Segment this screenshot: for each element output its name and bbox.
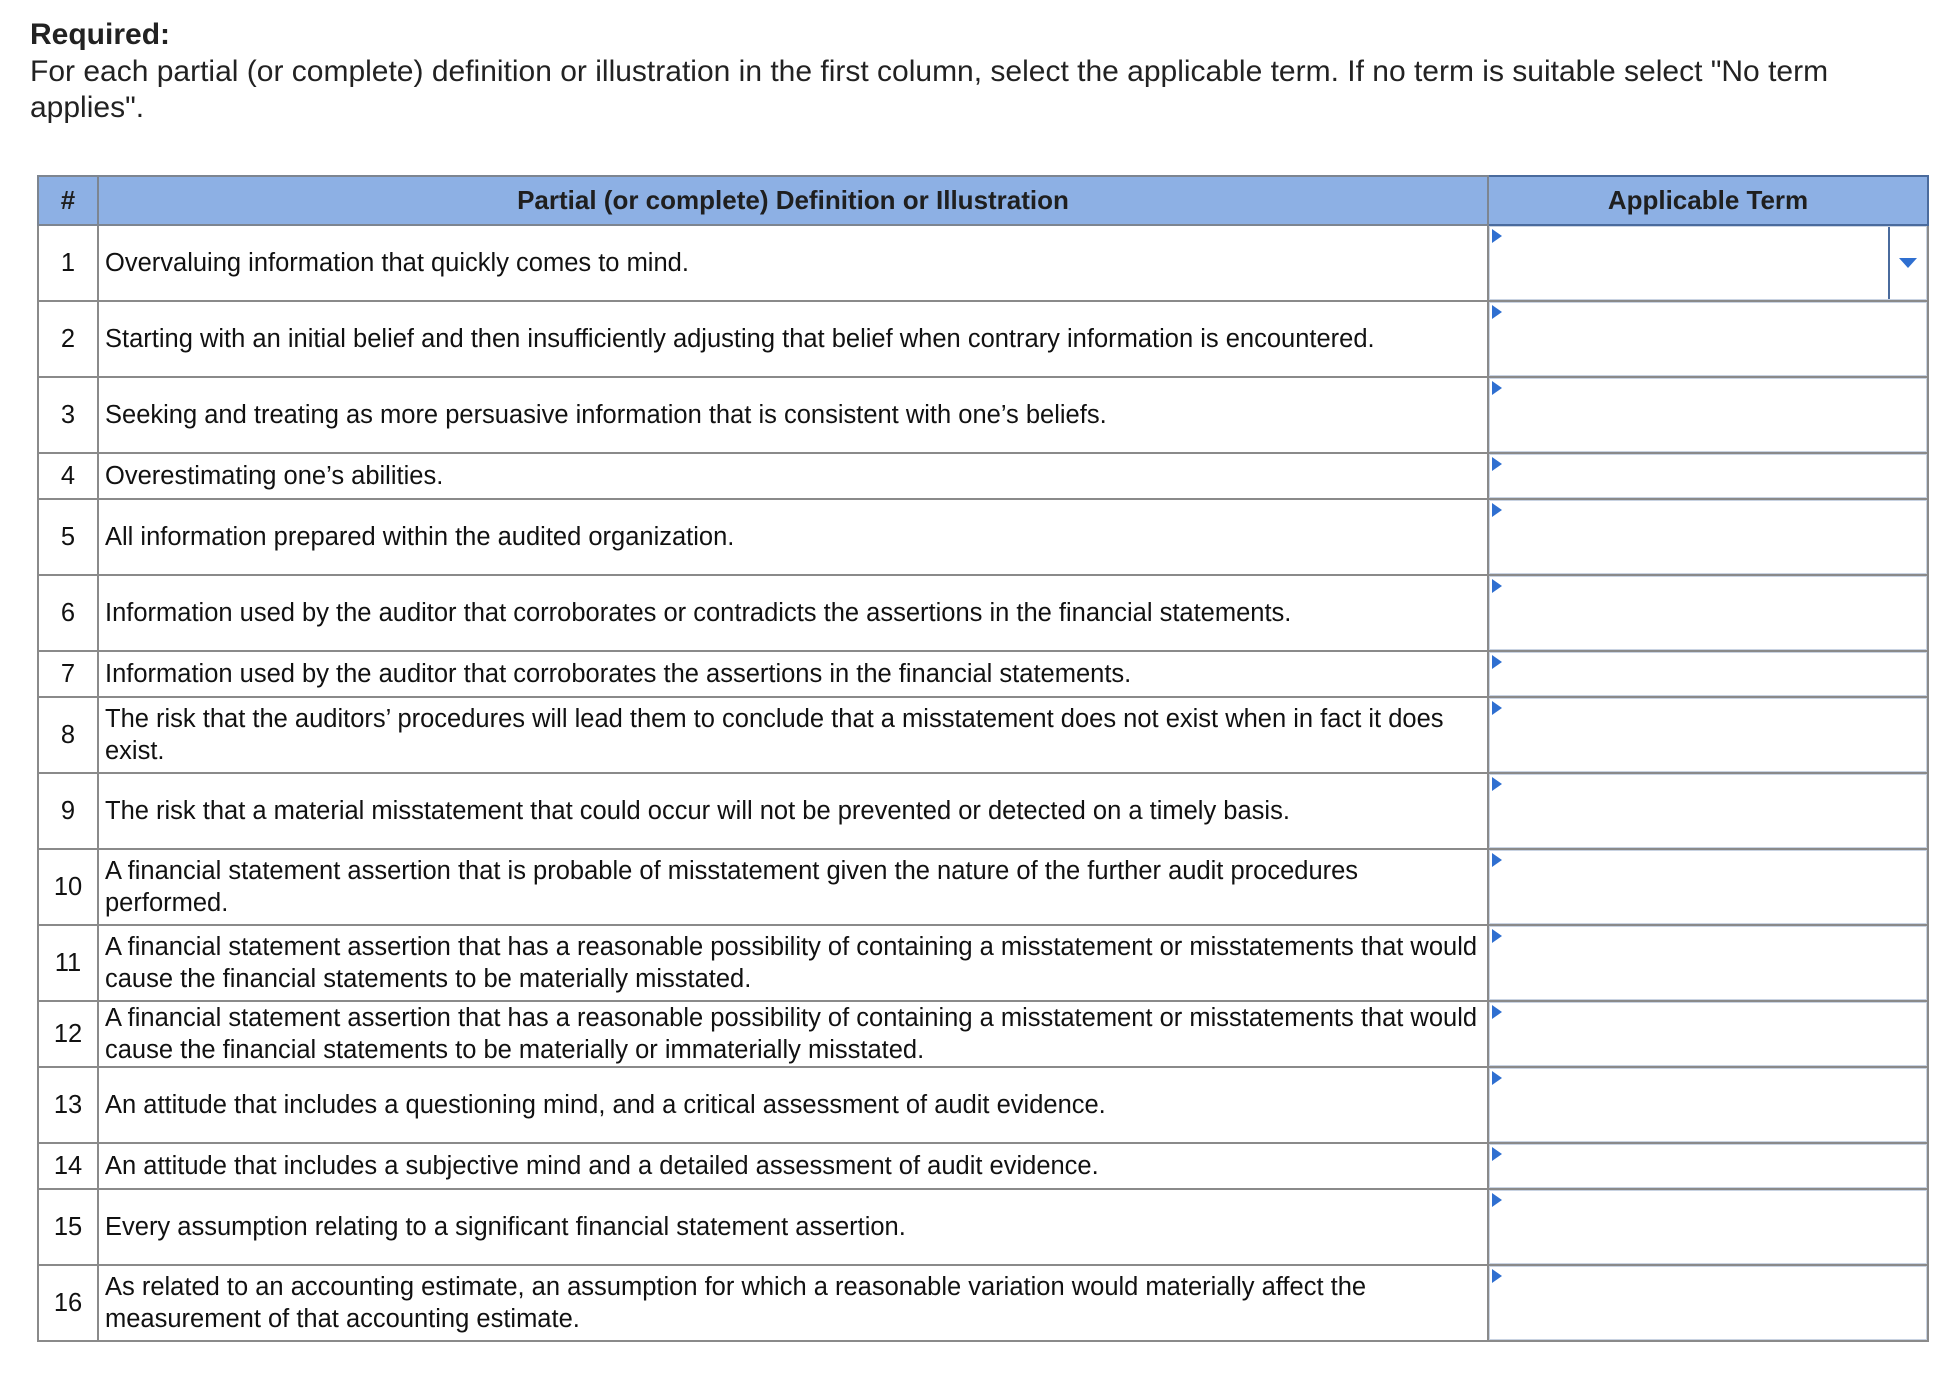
applicable-term-cell[interactable]: [1488, 499, 1928, 575]
applicable-term-cell[interactable]: [1488, 773, 1928, 849]
definition-cell: All information prepared within the audited organization.: [98, 499, 1488, 575]
cell-marker-icon: [1492, 929, 1502, 943]
row-number: 13: [38, 1067, 98, 1143]
definition-cell: Starting with an initial belief and then insufficiently adjusting that belief when contrary information is encountered.: [98, 301, 1488, 377]
cell-marker-icon: [1492, 701, 1502, 715]
applicable-term-select[interactable]: [1489, 454, 1927, 498]
applicable-term-cell[interactable]: [1488, 575, 1928, 651]
table-row: [38, 499, 1928, 575]
table-row: [38, 1001, 1928, 1067]
cell-marker-icon: [1492, 1147, 1502, 1161]
required-heading: Required:: [30, 18, 171, 51]
definition-cell: A financial statement assertion that has a reasonable possibility of containing a misstatement or misstatements that would cause the financial statements to be materially misstated.: [98, 925, 1488, 1001]
table-row: [38, 1189, 1928, 1265]
applicable-term-cell[interactable]: [1488, 301, 1928, 377]
table-row: [38, 575, 1928, 651]
applicable-term-cell[interactable]: [1488, 849, 1928, 925]
header-definition: Partial (or complete) Definition or Illustration: [98, 176, 1488, 225]
applicable-term-select[interactable]: [1489, 698, 1927, 772]
table-row: [38, 1265, 1928, 1341]
applicable-term-cell[interactable]: [1488, 1001, 1928, 1067]
applicable-term-cell[interactable]: [1488, 453, 1928, 499]
row-number: 3: [38, 377, 98, 453]
cell-marker-icon: [1492, 1269, 1502, 1283]
cell-marker-icon: [1492, 381, 1502, 395]
applicable-term-cell[interactable]: [1488, 697, 1928, 773]
applicable-term-select[interactable]: [1489, 1068, 1927, 1142]
cell-marker-icon: [1492, 777, 1502, 791]
table-row: [38, 301, 1928, 377]
dropdown-button[interactable]: [1888, 227, 1926, 299]
cell-marker-icon: [1492, 503, 1502, 517]
applicable-term-cell[interactable]: [1488, 1143, 1928, 1189]
cell-marker-icon: [1492, 655, 1502, 669]
table-row: [38, 773, 1928, 849]
table-row: [38, 651, 1928, 697]
table-row: [38, 925, 1928, 1001]
row-number: 7: [38, 651, 98, 697]
row-number: 1: [38, 225, 98, 301]
definition-cell: Information used by the auditor that corroborates the assertions in the financial statements.: [98, 651, 1488, 697]
applicable-term-select[interactable]: [1489, 850, 1927, 924]
table-row: [38, 1067, 1928, 1143]
definition-cell: Information used by the auditor that corroborates or contradicts the assertions in the financial statements.: [98, 575, 1488, 651]
definition-cell: Seeking and treating as more persuasive information that is consistent with one’s beliefs.: [98, 377, 1488, 453]
row-number: 11: [38, 925, 98, 1001]
applicable-term-cell[interactable]: [1488, 1265, 1928, 1341]
cell-marker-icon: [1492, 305, 1502, 319]
row-number: 10: [38, 849, 98, 925]
row-number: 12: [38, 1001, 98, 1067]
applicable-term-select[interactable]: [1489, 926, 1927, 1000]
cell-marker-icon: [1492, 457, 1502, 471]
row-number: 4: [38, 453, 98, 499]
row-number: 14: [38, 1143, 98, 1189]
applicable-term-select[interactable]: [1489, 378, 1927, 452]
applicable-term-select[interactable]: [1489, 1002, 1927, 1066]
applicable-term-select[interactable]: [1489, 1266, 1927, 1340]
applicable-term-select[interactable]: [1489, 652, 1927, 696]
definition-cell: Every assumption relating to a significant financial statement assertion.: [98, 1189, 1488, 1265]
table-row: [38, 453, 1928, 499]
applicable-term-select[interactable]: [1489, 576, 1927, 650]
definition-cell: Overestimating one’s abilities.: [98, 453, 1488, 499]
cell-marker-icon: [1492, 853, 1502, 867]
cell-marker-icon: [1492, 1193, 1502, 1207]
instructions-text: For each partial (or complete) definition or illustration in the first column, select the applicable term. If no term is suitable select "No term applies".: [30, 55, 1829, 124]
table-row: [38, 849, 1928, 925]
definition-cell: As related to an accounting estimate, an assumption for which a reasonable variation would materially affect the measurement of that accounting estimate.: [98, 1265, 1488, 1341]
applicable-term-select[interactable]: [1489, 774, 1927, 848]
applicable-term-select[interactable]: [1489, 1190, 1927, 1264]
row-number: 6: [38, 575, 98, 651]
table-header-row: [38, 176, 1928, 225]
applicable-term-cell[interactable]: [1488, 925, 1928, 1001]
applicable-term-select[interactable]: [1489, 500, 1927, 574]
header-num: #: [38, 176, 98, 225]
cell-marker-icon: [1492, 579, 1502, 593]
definition-cell: The risk that a material misstatement that could occur will not be prevented or detected on a timely basis.: [98, 773, 1488, 849]
row-number: 9: [38, 773, 98, 849]
cell-marker-icon: [1492, 1005, 1502, 1019]
row-number: 5: [38, 499, 98, 575]
applicable-term-cell[interactable]: [1488, 225, 1928, 301]
chevron-down-icon: [1899, 258, 1917, 268]
table-row: [38, 225, 1928, 301]
definition-cell: A financial statement assertion that has a reasonable possibility of containing a misstatement or misstatements that would cause the financial statements to be materially or immaterially misstated.: [98, 1001, 1488, 1067]
table-row: [38, 697, 1928, 773]
table-body: [38, 225, 1928, 1341]
table-row: [38, 1143, 1928, 1189]
applicable-term-select[interactable]: [1489, 226, 1927, 300]
table-row: [38, 377, 1928, 453]
matching-table: [37, 175, 1929, 1342]
row-number: 16: [38, 1265, 98, 1341]
definition-cell: A financial statement assertion that is probable of misstatement given the nature of the further audit procedures performed.: [98, 849, 1488, 925]
applicable-term-cell[interactable]: [1488, 651, 1928, 697]
header-applicable-term: Applicable Term: [1488, 176, 1928, 225]
definition-cell: Overvaluing information that quickly comes to mind.: [98, 225, 1488, 301]
row-number: 15: [38, 1189, 98, 1265]
applicable-term-select[interactable]: [1489, 302, 1927, 376]
row-number: 2: [38, 301, 98, 377]
cell-marker-icon: [1492, 1071, 1502, 1085]
applicable-term-cell[interactable]: [1488, 1189, 1928, 1265]
row-number: 8: [38, 697, 98, 773]
applicable-term-select[interactable]: [1489, 1144, 1927, 1188]
cell-marker-icon: [1492, 229, 1502, 243]
definition-cell: An attitude that includes a subjective mind and a detailed assessment of audit evidence.: [98, 1143, 1488, 1189]
definition-cell: The risk that the auditors’ procedures will lead them to conclude that a misstatement does not exist when in fact it does exist.: [98, 697, 1488, 773]
applicable-term-cell[interactable]: [1488, 1067, 1928, 1143]
definition-cell: An attitude that includes a questioning mind, and a critical assessment of audit evidence.: [98, 1067, 1488, 1143]
applicable-term-cell[interactable]: [1488, 377, 1928, 453]
